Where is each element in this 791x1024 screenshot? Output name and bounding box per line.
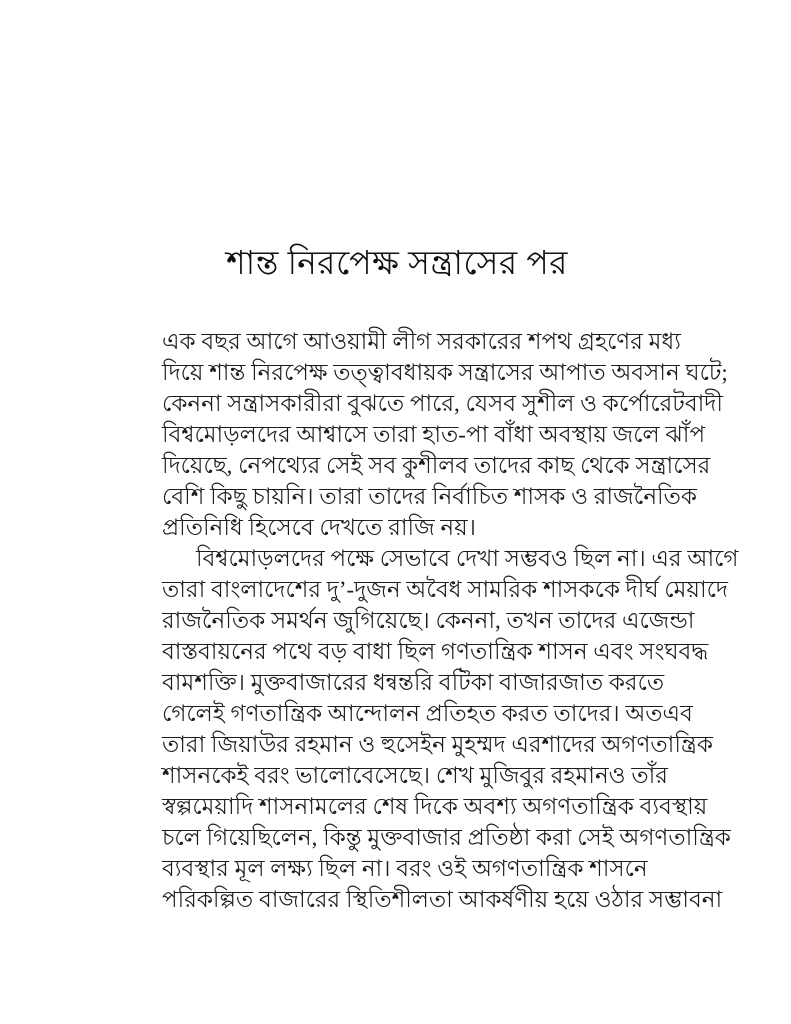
- text-line: ব্যবস্থার মূল লক্ষ্য ছিল না। বরং ওই অগণতান্ত্রিক শাসনে: [162, 856, 648, 881]
- page-content: [162, 242, 739, 915]
- text-line: শাসনকেই বরং ভালোবেসেছে। শেখ মুজিবুর রহমানও তাঁর: [162, 763, 668, 788]
- text-line: পরিকল্পিত বাজারের স্থিতিশীলতা আকর্ষণীয় হয়ে ওঠার সম্ভাবনা: [162, 887, 723, 912]
- text-line: বাস্তবায়নের পথে বড় বাধা ছিল গণতান্ত্রিক শাসন এবং সংঘবদ্ধ: [162, 639, 709, 664]
- text-line: চলে গিয়েছিলেন, কিন্তু মুক্তবাজার প্রতিষ্ঠা করা সেই অগণতান্ত্রিক: [162, 825, 731, 850]
- text-line: প্রতিনিধি হিসেবে দেখতে রাজি নয়।: [162, 515, 476, 540]
- text-line: বেশি কিছু চায়নি। তারা তাদের নির্বাচিত শাসক ও রাজনৈতিক: [162, 484, 697, 509]
- text-line: গেলেই গণতান্ত্রিক আন্দোলন প্রতিহত করত তাদের। অতএব: [162, 701, 693, 726]
- body-text: [162, 326, 739, 915]
- text-line: স্বল্পমেয়াদি শাসনামলের শেষ দিকে অবশ্য অগণতান্ত্রিক ব্যবস্থায়: [162, 794, 708, 819]
- text-line: কেননা সন্ত্রাসকারীরা বুঝতে পারে, যেসব সুশীল ও কর্পোরেটবাদী: [162, 391, 723, 416]
- paragraph: [162, 543, 739, 915]
- paragraph: [162, 326, 728, 543]
- text-line: তারা বাংলাদেশের দু’-দুজন অবৈধ সামরিক শাসককে দীর্ঘ মেয়াদে: [162, 577, 728, 602]
- chapter-title: শান্ত নিরপেক্ষ সন্ত্রাসের পর: [226, 246, 568, 282]
- text-line: রাজনৈতিক সমর্থন জুগিয়েছে। কেননা, তখন তাদের এজেন্ডা: [162, 608, 695, 633]
- text-line: তারা জিয়াউর রহমান ও হুসেইন মুহম্মদ এরশাদের অগণতান্ত্রিক: [162, 732, 713, 757]
- text-line: দিয়ে শান্ত নিরপেক্ষ তত্ত্বাবধায়ক সন্ত্রাসের আপাত অবসান ঘটে;: [162, 360, 728, 385]
- text-line: এক বছর আগে আওয়ামী লীগ সরকারের শপথ গ্রহণের মধ্য: [162, 329, 681, 354]
- text-line: বিশ্বমোড়লদের পক্ষে সেভাবে দেখা সম্ভবও ছিল না। এর আগে: [196, 546, 739, 571]
- text-line: বামশক্তি। মুক্তবাজারের ধন্বন্তরি বটিকা বাজারজাত করতে: [162, 670, 665, 695]
- text-line: দিয়েছে, নেপথ্যের সেই সব কুশীলব তাদের কাছ থেকে সন্ত্রাসের: [162, 453, 711, 478]
- text-line: বিশ্বমোড়লদের আশ্বাসে তারা হাত-পা বাঁধা অবস্থায় জলে ঝাঁপ: [162, 422, 706, 447]
